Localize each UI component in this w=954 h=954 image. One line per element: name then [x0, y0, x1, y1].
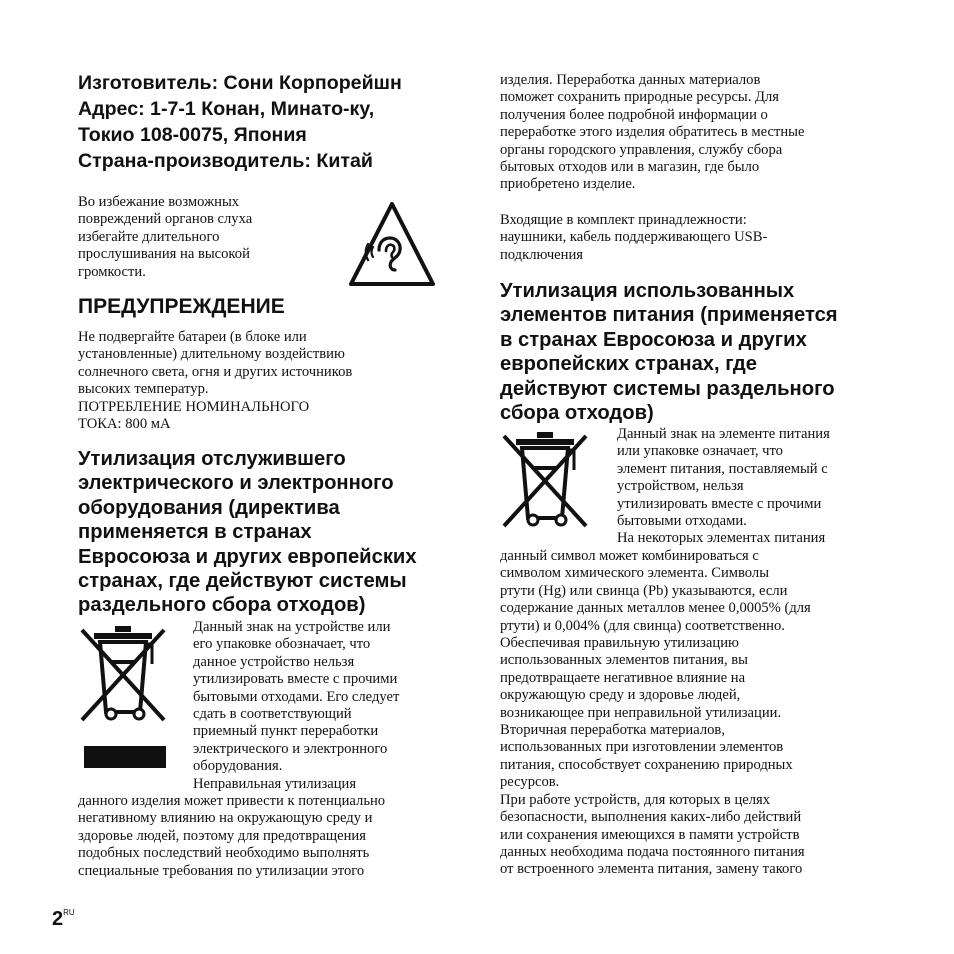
text-line: использованных элементов питания, вы	[500, 652, 748, 669]
text-line: На некоторых элементах питания	[617, 530, 826, 547]
manufacturer-line: Адрес: 1-7-1 Конан, Минато-ку,	[78, 98, 375, 120]
text-line: Данный знак на элементе питания	[617, 426, 830, 442]
text-line: Вторичная переработка материалов,	[500, 722, 725, 739]
text-line: установленные) длительному воздействию	[78, 346, 345, 363]
title-line: странах, где действуют системы	[78, 570, 407, 593]
text-line: ртути) и 0,004% (для свинца) соответственно.	[500, 617, 785, 634]
text-line: данный символ может комбинироваться с	[500, 548, 759, 564]
text-line: окружающую среду и здоровье людей,	[500, 687, 741, 704]
text-line: органы городского управления, службу сбора	[500, 141, 783, 158]
text-line: приемный пункт переработки	[193, 723, 379, 740]
text-line: элемент питания, поставляемый с	[617, 460, 828, 477]
text-line: утилизировать вместе с прочими	[617, 495, 822, 512]
accessories-text	[500, 212, 885, 264]
text-line: Не подвергайте батареи (в блоке или	[78, 329, 307, 345]
text-line: питания, способствует сохранению природных	[500, 756, 793, 773]
text-line: символом химического элемента. Символы	[500, 565, 770, 582]
title-line: применяется в странах	[78, 521, 312, 544]
title-line: раздельного сбора отходов)	[78, 594, 366, 617]
text-line: Входящие в комплект принадлежности:	[500, 212, 747, 228]
text-line: изделия. Переработка данных материалов	[500, 72, 761, 88]
title-line: сбора отходов)	[500, 402, 654, 425]
hearing-warning-icon	[347, 200, 437, 288]
equipment-disposal-beside-icon	[193, 619, 399, 793]
text-line: высоких температур.	[78, 381, 209, 398]
warning-title: ПРЕДУПРЕЖДЕНИЕ	[78, 295, 285, 318]
title-line: электрического и электронного	[78, 472, 394, 495]
text-line: подобных последствий необходимо выполнять	[78, 845, 370, 862]
text-line: здоровье людей, поэтому для предотвращения	[78, 827, 366, 844]
hearing-warning-text	[78, 194, 318, 281]
page-number	[52, 908, 75, 931]
text-line: Данный знак на устройстве или	[193, 619, 391, 635]
title-line: европейских странах, где	[500, 353, 757, 376]
warning-text	[78, 329, 458, 433]
text-line: бытовых отходов или в магазин, где было	[500, 159, 760, 176]
text-line: солнечного света, огня и других источников	[78, 363, 353, 380]
battery-disposal-text	[500, 548, 885, 879]
text-line: избегайте длительного	[78, 228, 220, 245]
text-line: специальные требования по утилизации этого	[78, 862, 365, 879]
text-line: негативному влиянию на окружающую среду и	[78, 810, 373, 827]
battery-disposal-beside-icon	[617, 426, 830, 548]
text-line: от встроенного элемента питания, замену такого	[500, 861, 803, 878]
manufacturer-line: Изготовитель: Сони Корпорейшн	[78, 72, 402, 94]
text-line: данного изделия может привести к потенциально	[78, 793, 386, 809]
text-line: или сохранения имеющихся в памяти устройств	[500, 826, 800, 843]
text-line: ПОТРЕБЛЕНИЕ НОМИНАЛЬНОГО	[78, 398, 310, 415]
text-line: Неправильная утилизация	[193, 775, 357, 792]
equipment-disposal-text	[78, 793, 458, 880]
battery-disposal-title	[500, 279, 885, 425]
title-line: Евросоюза и других европейских	[78, 545, 417, 568]
text-line: громкости.	[78, 263, 146, 280]
text-line: При работе устройств, для которых в целях	[500, 791, 771, 808]
text-line: подключения	[500, 246, 583, 263]
text-line: получения более подробной информации о	[500, 106, 768, 123]
text-line: электрического и электронного	[193, 740, 388, 757]
text-line: или упаковке означает, что	[617, 443, 783, 460]
crossed-bin-icon	[78, 620, 168, 770]
text-line: данное устройство нельзя	[193, 653, 355, 670]
text-line: повреждений органов слуха	[78, 211, 253, 228]
text-line: содержание данных металлов менее 0,0005% (для	[500, 600, 811, 617]
text-line: переработке этого изделия обратитесь в местные	[500, 124, 805, 141]
manufacturer-block	[78, 70, 458, 174]
title-line: в странах Евросоюза и других	[500, 328, 807, 351]
text-line: ТОКА: 800 мА	[78, 416, 171, 433]
title-line: оборудования (директива	[78, 496, 340, 519]
text-line: данных необходима подача постоянного питания	[500, 843, 805, 860]
manufacturer-line: Токио 108-0075, Япония	[78, 124, 307, 146]
text-line: Во избежание возможных	[78, 194, 240, 210]
text-line: приобретено изделие.	[500, 176, 636, 193]
text-line: бытовыми отходами. Его следует	[193, 688, 400, 705]
manufacturer-line: Страна-производитель: Китай	[78, 150, 373, 172]
text-line: поможет сохранить природные ресурсы. Для	[500, 89, 779, 106]
crossed-bin-icon	[500, 426, 590, 536]
title-line: элементов питания (применяется	[500, 304, 838, 327]
text-line: устройством, нельзя	[617, 478, 744, 495]
title-line: Утилизация использованных	[500, 280, 795, 302]
text-line: безопасности, выполнения каких-либо действий	[500, 809, 802, 826]
text-line: утилизировать вместе с прочими	[193, 671, 398, 688]
text-line: предотвращаете негативное влияние на	[500, 669, 746, 686]
text-line: прослушивания на высокой	[78, 246, 250, 263]
text-line: бытовыми отходами.	[617, 513, 747, 530]
text-line: Обеспечивая правильную утилизацию	[500, 635, 739, 652]
text-line: наушники, кабель поддерживающего USB-	[500, 229, 768, 246]
text-line: возникающее при неправильной утилизации.	[500, 704, 782, 721]
text-line: ресурсов.	[500, 774, 560, 791]
page-language: RU	[63, 908, 75, 917]
recycling-info-text	[500, 72, 885, 194]
text-line: сдать в соответствующий	[193, 706, 352, 723]
text-line: его упаковке обозначает, что	[193, 636, 371, 653]
text-line: ртути (Hg) или свинца (Pb) указываются, если	[500, 582, 788, 599]
page-number-value: 2	[52, 908, 64, 930]
text-line: оборудования.	[193, 758, 283, 775]
title-line: Утилизация отслужившего	[78, 448, 346, 470]
text-line: использованных при изготовлении элементов	[500, 739, 784, 756]
title-line: действуют системы раздельного	[500, 377, 835, 400]
equipment-disposal-title	[78, 447, 458, 618]
